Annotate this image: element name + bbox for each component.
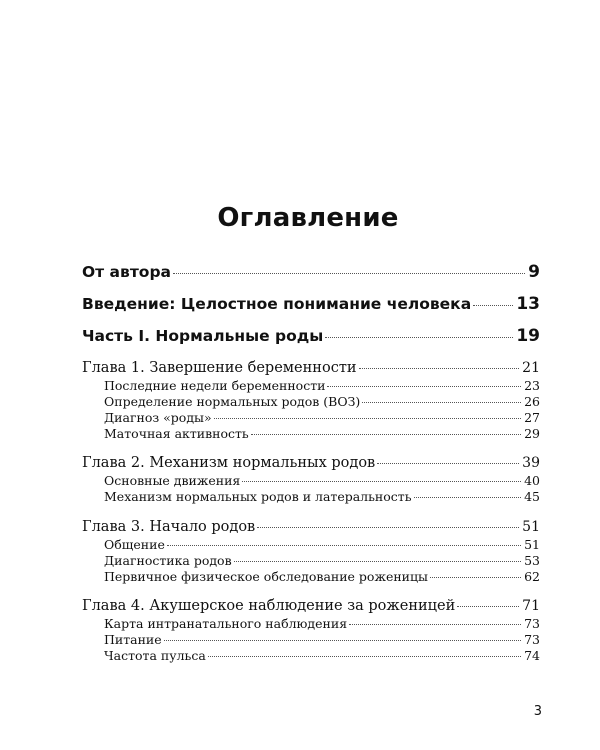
toc-entry-page: 13 [516, 294, 540, 314]
toc-entry-label: Глава 3. Начало родов [82, 519, 256, 535]
dot-leader [362, 402, 521, 403]
dot-leader [473, 305, 513, 306]
toc-entry-page: 73 [524, 616, 540, 631]
toc-subentry[interactable] [104, 553, 540, 568]
toc-entry-label: Часть I. Нормальные роды [82, 327, 324, 345]
toc-entry-page: 40 [524, 473, 540, 488]
dot-leader [359, 368, 520, 369]
toc-entry-label: Диагноз «роды» [104, 410, 212, 425]
toc-entry-chapter-2[interactable] [82, 455, 540, 471]
toc-subentry[interactable] [104, 648, 540, 663]
toc-entry-page: 62 [524, 569, 540, 584]
toc-subentry[interactable] [104, 410, 540, 425]
toc-entry-label: От автора [82, 263, 172, 281]
dot-leader [242, 481, 521, 482]
toc-entry-page: 74 [524, 648, 540, 663]
toc-subentry[interactable] [104, 378, 540, 393]
page-number: 3 [533, 704, 542, 719]
toc-entry-label: Частота пульса [104, 648, 206, 663]
toc-entry-introduction[interactable] [82, 294, 540, 314]
toc-entry-chapter-3[interactable] [82, 519, 540, 535]
toc-title: Оглавление [217, 203, 399, 233]
toc-entry-page: 73 [524, 632, 540, 647]
dot-leader [325, 337, 513, 338]
toc-entry-page: 23 [524, 378, 540, 393]
toc-entry-page: 39 [522, 455, 540, 471]
toc-entry-page: 21 [522, 360, 540, 376]
dot-leader [430, 577, 521, 578]
toc-subentry[interactable] [104, 489, 540, 504]
toc-entry-label: Диагностика родов [104, 553, 232, 568]
toc-entry-label: Глава 1. Завершение беременности [82, 360, 357, 376]
toc-entry-label: Маточная активность [104, 426, 249, 441]
toc-entry-page: 71 [522, 598, 540, 614]
toc-subentry[interactable] [104, 632, 540, 647]
toc-entry-label: Первичное физическое обследование роженицы [104, 569, 429, 584]
toc-entry-page: 53 [524, 553, 540, 568]
toc-entry-label: Питание [104, 632, 162, 647]
dot-leader [377, 463, 519, 464]
dot-leader [349, 624, 521, 625]
dot-leader [173, 273, 525, 274]
toc-entry-label: Глава 4. Акушерское наблюдение за роженицей [82, 598, 456, 614]
toc-entry-part-1[interactable] [82, 326, 540, 346]
toc-entry-page: 27 [524, 410, 540, 425]
toc-entry-label: Введение: Целостное понимание человека [82, 295, 472, 313]
toc-subentry[interactable] [104, 616, 540, 631]
dot-leader [414, 497, 522, 498]
toc-entry-page: 9 [528, 262, 540, 282]
toc-entry-page: 19 [516, 326, 540, 346]
toc-entry-page: 29 [524, 426, 540, 441]
toc-entry-label: Определение нормальных родов (ВОЗ) [104, 394, 361, 409]
toc-entry-label: Механизм нормальных родов и латеральность [104, 489, 412, 504]
toc-entry-label: Последние недели беременности [104, 378, 326, 393]
toc-entry-label: Основные движения [104, 473, 241, 488]
toc-subentry[interactable] [104, 394, 540, 409]
toc-entry-label: Общение [104, 537, 165, 552]
toc-subentry[interactable] [104, 569, 540, 584]
dot-leader [208, 656, 521, 657]
toc-entry-label: Карта интранатального наблюдения [104, 616, 348, 631]
toc-entry-chapter-1[interactable] [82, 360, 540, 376]
toc-entry-page: 26 [524, 394, 540, 409]
dot-leader [327, 386, 521, 387]
dot-leader [214, 418, 521, 419]
toc-entry-page: 45 [524, 489, 540, 504]
dot-leader [167, 545, 521, 546]
toc-subentry[interactable] [104, 473, 540, 488]
dot-leader [251, 434, 521, 435]
dot-leader [164, 640, 521, 641]
dot-leader [234, 561, 521, 562]
toc-subentry[interactable] [104, 426, 540, 441]
toc-entry-page: 51 [522, 519, 540, 535]
toc-entry-page: 51 [524, 537, 540, 552]
toc-entry-label: Глава 2. Механизм нормальных родов [82, 455, 376, 471]
toc-entry-author[interactable] [82, 262, 540, 282]
toc-entry-chapter-4[interactable] [82, 598, 540, 614]
dot-leader [257, 527, 519, 528]
dot-leader [457, 606, 519, 607]
toc-subentry[interactable] [104, 537, 540, 552]
